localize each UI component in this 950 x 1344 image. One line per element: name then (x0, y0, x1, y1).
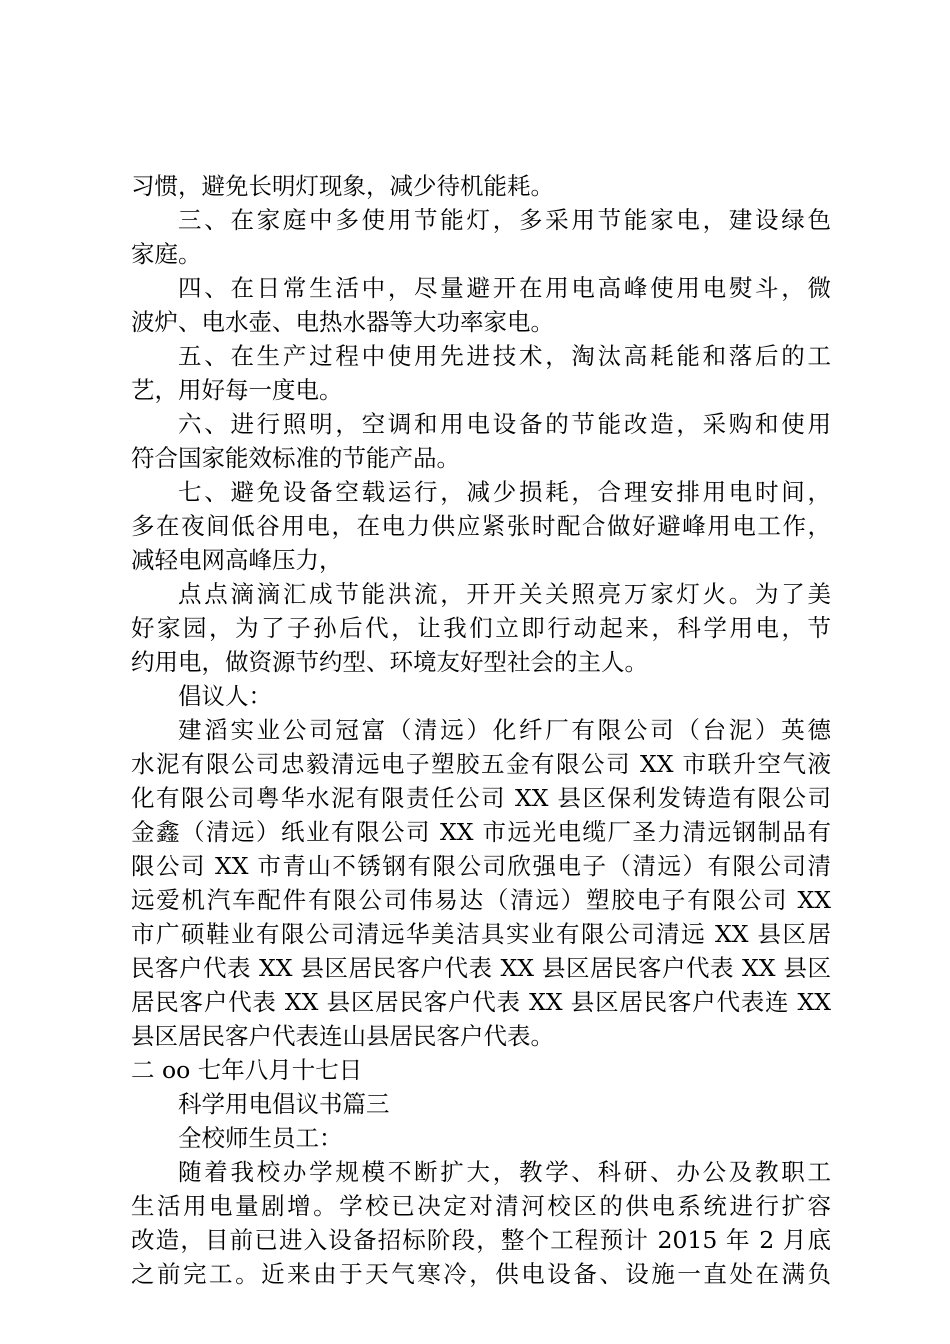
text-line-1: 习惯，避免长明灯现象，减少待机能耗。 (131, 172, 554, 200)
text-line-22: 远爱机汽车配件有限公司伟易达（清远）塑胶电子有限公司 XX (131, 886, 831, 914)
text-line-19: 化有限公司粤华水泥有限责任公司 XX 县区保利发铸造有限公司 (131, 784, 831, 812)
text-line-3: 家庭。 (131, 240, 202, 268)
text-line-24: 民客户代表 XX 县区居民客户代表 XX 县区居民客户代表 XX 县区 (131, 954, 831, 982)
text-line-4: 四、在日常生活中，尽量避开在用电高峰使用电熨斗，微 (178, 274, 831, 302)
text-line-6: 五、在生产过程中使用先进技术，淘汰高耗能和落后的工 (178, 342, 831, 370)
text-line-2: 三、在家庭中多使用节能灯，多采用节能家电，建设绿色 (178, 206, 831, 234)
text-line-17: 建滔实业公司冠富（清远）化纤厂有限公司（台泥）英德 (178, 716, 831, 744)
text-line-32: 改造，目前已进入设备招标阶段，整个工程预计 2015 年 2 月底 (131, 1226, 831, 1254)
text-line-25: 居民客户代表 XX 县区居民客户代表 XX 县区居民客户代表连 XX (131, 988, 831, 1016)
text-line-10: 七、避免设备空载运行，减少损耗，合理安排用电时间， (178, 478, 831, 506)
text-line-30: 随着我校办学规模不断扩大，教学、科研、办公及教职工 (178, 1158, 831, 1186)
text-line-18: 水泥有限公司忠毅清远电子塑胶五金有限公司 XX 市联升空气液 (131, 750, 831, 778)
text-line-7: 艺，用好每一度电。 (131, 376, 343, 404)
text-line-14: 好家园，为了子孙后代，让我们立即行动起来，科学用电，节 (131, 614, 831, 642)
text-line-20: 金鑫（清远）纸业有限公司 XX 市远光电缆厂圣力清远钢制品有 (131, 818, 831, 846)
document-body (131, 169, 831, 1291)
text-line-11: 多在夜间低谷用电，在电力供应紧张时配合做好避峰用电工作， (131, 512, 831, 540)
text-line-28: 科学用电倡议书篇三 (178, 1090, 390, 1118)
text-line-15: 约用电，做资源节约型、环境友好型社会的主人。 (131, 648, 648, 676)
text-line-23: 市广硕鞋业有限公司清远华美洁具实业有限公司清远 XX 县区居 (131, 920, 831, 948)
text-line-5: 波炉、电水壶、电热水器等大功率家电。 (131, 308, 554, 336)
text-line-21: 限公司 XX 市青山不锈钢有限公司欣强电子（清远）有限公司清 (131, 852, 831, 880)
text-line-31: 生活用电量剧增。学校已决定对清河校区的供电系统进行扩容 (131, 1192, 831, 1220)
text-line-12: 减轻电网高峰压力， (131, 546, 343, 574)
text-line-8: 六、进行照明，空调和用电设备的节能改造，采购和使用 (178, 410, 831, 438)
text-line-33: 之前完工。近来由于天气寒冷，供电设备、设施一直处在满负 (131, 1260, 831, 1288)
text-line-13: 点点滴滴汇成节能洪流，开开关关照亮万家灯火。为了美 (178, 580, 831, 608)
text-line-29: 全校师生员工： (178, 1124, 343, 1152)
text-line-16: 倡议人： (178, 682, 272, 710)
text-line-9: 符合国家能效标准的节能产品。 (131, 444, 460, 472)
text-line-26: 县区居民客户代表连山县居民客户代表。 (131, 1022, 554, 1050)
text-line-27: 二 oo 七年八月十七日 (131, 1056, 363, 1084)
